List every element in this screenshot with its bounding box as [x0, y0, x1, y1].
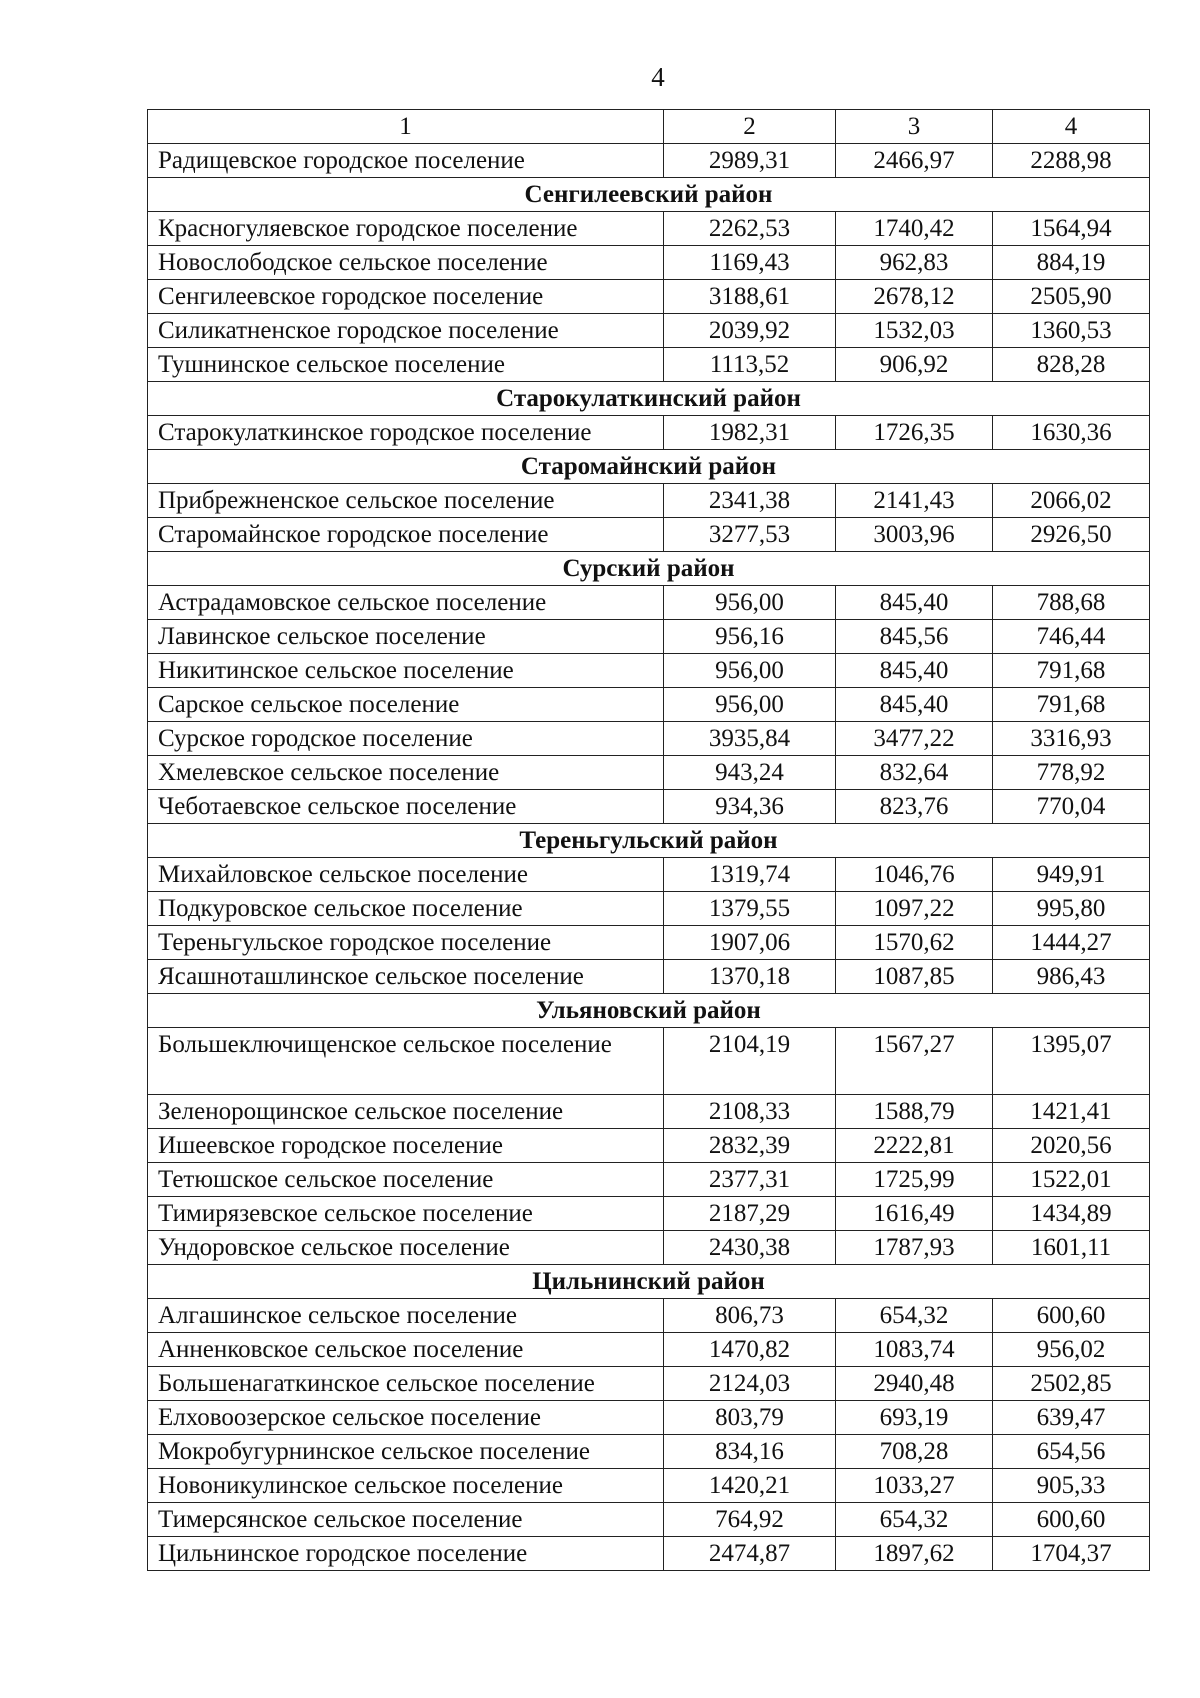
table-row: [148, 926, 1150, 960]
value-col-4: 956,02: [993, 1333, 1150, 1367]
settlement-name: Старокулаткинское городское поселение: [148, 416, 664, 450]
value-col-2: 806,73: [664, 1299, 836, 1333]
value-col-4: 2020,56: [993, 1129, 1150, 1163]
value-col-4: 1421,41: [993, 1095, 1150, 1129]
value-col-3: 1897,62: [836, 1537, 993, 1571]
value-col-3: 1087,85: [836, 960, 993, 994]
table-row: [148, 1197, 1150, 1231]
district-title: Тереньгульский район: [148, 824, 1150, 858]
settlement-name: Тетюшское сельское поселение: [148, 1163, 664, 1197]
value-col-4: 949,91: [993, 858, 1150, 892]
value-col-3: 1532,03: [836, 314, 993, 348]
value-col-2: 764,92: [664, 1503, 836, 1537]
value-col-3: 1570,62: [836, 926, 993, 960]
table-row: [148, 1435, 1150, 1469]
value-col-2: 956,00: [664, 654, 836, 688]
table-row: [148, 246, 1150, 280]
value-col-2: 1319,74: [664, 858, 836, 892]
settlement-name: Никитинское сельское поселение: [148, 654, 664, 688]
table-row: [148, 620, 1150, 654]
table-row: [148, 212, 1150, 246]
table-row: [148, 1401, 1150, 1435]
value-col-2: 2124,03: [664, 1367, 836, 1401]
settlement-name: Силикатненское городское поселение: [148, 314, 664, 348]
table-row: [148, 858, 1150, 892]
settlement-name: Мокробугурнинское сельское поселение: [148, 1435, 664, 1469]
value-col-4: 600,60: [993, 1503, 1150, 1537]
settlement-name: Тимерсянское сельское поселение: [148, 1503, 664, 1537]
settlement-name: Старомайнское городское поселение: [148, 518, 664, 552]
value-col-2: 1379,55: [664, 892, 836, 926]
table-row: [148, 892, 1150, 926]
settlement-name: Михайловское сельское поселение: [148, 858, 664, 892]
value-col-3: 845,40: [836, 586, 993, 620]
value-col-2: 1169,43: [664, 246, 836, 280]
value-col-3: 1787,93: [836, 1231, 993, 1265]
value-col-4: 828,28: [993, 348, 1150, 382]
district-title: Сурский район: [148, 552, 1150, 586]
column-header-2: 2: [664, 110, 836, 144]
district-title: Ульяновский район: [148, 994, 1150, 1028]
table-row: [148, 1299, 1150, 1333]
value-col-2: 1982,31: [664, 416, 836, 450]
value-col-3: 1567,27: [836, 1028, 993, 1095]
table-row: [148, 484, 1150, 518]
table-row: [148, 1537, 1150, 1571]
value-col-4: 770,04: [993, 790, 1150, 824]
value-col-2: 2474,87: [664, 1537, 836, 1571]
column-header-3: 3: [836, 110, 993, 144]
settlement-name: Ундоровское сельское поселение: [148, 1231, 664, 1265]
settlement-name: Красногуляевское городское поселение: [148, 212, 664, 246]
value-col-4: 791,68: [993, 654, 1150, 688]
district-header-row: [148, 1265, 1150, 1299]
value-col-4: 600,60: [993, 1299, 1150, 1333]
settlement-name: Зеленорощинское сельское поселение: [148, 1095, 664, 1129]
value-col-2: 2341,38: [664, 484, 836, 518]
value-col-2: 1907,06: [664, 926, 836, 960]
value-col-2: 1113,52: [664, 348, 836, 382]
value-col-3: 1033,27: [836, 1469, 993, 1503]
table-row: [148, 688, 1150, 722]
value-col-3: 906,92: [836, 348, 993, 382]
value-col-2: 3188,61: [664, 280, 836, 314]
district-title: Сенгилеевский район: [148, 178, 1150, 212]
value-col-2: 2989,31: [664, 144, 836, 178]
table-row: [148, 790, 1150, 824]
value-col-4: 2288,98: [993, 144, 1150, 178]
settlement-name: Сенгилеевское городское поселение: [148, 280, 664, 314]
settlement-name: Тереньгульское городское поселение: [148, 926, 664, 960]
table-row: [148, 1095, 1150, 1129]
value-col-2: 934,36: [664, 790, 836, 824]
value-col-3: 1616,49: [836, 1197, 993, 1231]
table-row: [148, 144, 1150, 178]
value-col-2: 1370,18: [664, 960, 836, 994]
settlement-name: Подкуровское сельское поселение: [148, 892, 664, 926]
value-col-3: 832,64: [836, 756, 993, 790]
value-col-4: 1601,11: [993, 1231, 1150, 1265]
settlement-name: Большеключищенское сельское поселение: [148, 1028, 664, 1095]
table-row: [148, 1503, 1150, 1537]
value-col-3: 845,56: [836, 620, 993, 654]
value-col-2: 1470,82: [664, 1333, 836, 1367]
value-col-4: 1522,01: [993, 1163, 1150, 1197]
table-row: [148, 654, 1150, 688]
page-number: 4: [651, 62, 665, 92]
value-col-3: 845,40: [836, 654, 993, 688]
settlement-name: Прибрежненское сельское поселение: [148, 484, 664, 518]
district-header-row: [148, 994, 1150, 1028]
settlement-name: Тимирязевское сельское поселение: [148, 1197, 664, 1231]
value-col-3: 1046,76: [836, 858, 993, 892]
settlement-name: Цильнинское городское поселение: [148, 1537, 664, 1571]
value-col-3: 962,83: [836, 246, 993, 280]
value-col-3: 3003,96: [836, 518, 993, 552]
value-col-4: 2066,02: [993, 484, 1150, 518]
column-header-row: [148, 110, 1150, 144]
settlement-name: Ишеевское городское поселение: [148, 1129, 664, 1163]
value-col-4: 905,33: [993, 1469, 1150, 1503]
value-col-2: 2832,39: [664, 1129, 836, 1163]
table-row: [148, 314, 1150, 348]
column-header-4: 4: [993, 110, 1150, 144]
table-row: [148, 586, 1150, 620]
value-col-3: 2466,97: [836, 144, 993, 178]
value-col-3: 3477,22: [836, 722, 993, 756]
value-col-3: 1097,22: [836, 892, 993, 926]
settlement-name: Чеботаевское сельское поселение: [148, 790, 664, 824]
value-col-2: 3935,84: [664, 722, 836, 756]
settlement-name: Хмелевское сельское поселение: [148, 756, 664, 790]
value-col-4: 778,92: [993, 756, 1150, 790]
settlement-name: Радищевское городское поселение: [148, 144, 664, 178]
value-col-4: 2505,90: [993, 280, 1150, 314]
table-row: [148, 756, 1150, 790]
value-col-3: 1083,74: [836, 1333, 993, 1367]
value-col-3: 708,28: [836, 1435, 993, 1469]
value-col-4: 1444,27: [993, 926, 1150, 960]
table-row: [148, 1333, 1150, 1367]
district-title: Старомайнский район: [148, 450, 1150, 484]
settlement-name: Елховоозерское сельское поселение: [148, 1401, 664, 1435]
table-row: [148, 1231, 1150, 1265]
settlement-name: Лавинское сельское поселение: [148, 620, 664, 654]
value-col-2: 2262,53: [664, 212, 836, 246]
table-row: [148, 1163, 1150, 1197]
value-col-4: 791,68: [993, 688, 1150, 722]
settlement-name: Ясашноташлинское сельское поселение: [148, 960, 664, 994]
district-header-row: [148, 552, 1150, 586]
value-col-3: 1740,42: [836, 212, 993, 246]
settlement-name: Сарское сельское поселение: [148, 688, 664, 722]
value-col-3: 1588,79: [836, 1095, 993, 1129]
value-col-3: 2940,48: [836, 1367, 993, 1401]
district-header-row: [148, 382, 1150, 416]
table-row: [148, 1028, 1150, 1095]
table-row: [148, 722, 1150, 756]
value-col-3: 2678,12: [836, 280, 993, 314]
value-col-4: 788,68: [993, 586, 1150, 620]
table-row: [148, 348, 1150, 382]
value-col-4: 986,43: [993, 960, 1150, 994]
value-col-2: 2187,29: [664, 1197, 836, 1231]
value-col-2: 2430,38: [664, 1231, 836, 1265]
table-row: [148, 1129, 1150, 1163]
value-col-2: 834,16: [664, 1435, 836, 1469]
column-header-1: 1: [148, 110, 664, 144]
value-col-3: 845,40: [836, 688, 993, 722]
value-col-4: 1630,36: [993, 416, 1150, 450]
value-col-4: 1395,07: [993, 1028, 1150, 1095]
value-col-2: 803,79: [664, 1401, 836, 1435]
value-col-2: 2039,92: [664, 314, 836, 348]
settlement-name: Сурское городское поселение: [148, 722, 664, 756]
district-header-row: [148, 450, 1150, 484]
district-header-row: [148, 824, 1150, 858]
value-col-4: 884,19: [993, 246, 1150, 280]
value-col-2: 2104,19: [664, 1028, 836, 1095]
table-row: [148, 960, 1150, 994]
value-col-3: 654,32: [836, 1299, 993, 1333]
value-col-3: 2222,81: [836, 1129, 993, 1163]
settlements-table: [147, 109, 1150, 1571]
value-col-4: 2926,50: [993, 518, 1150, 552]
value-col-3: 823,76: [836, 790, 993, 824]
settlement-name: Анненковское сельское поселение: [148, 1333, 664, 1367]
value-col-2: 956,00: [664, 586, 836, 620]
value-col-2: 3277,53: [664, 518, 836, 552]
table-row: [148, 416, 1150, 450]
value-col-2: 2377,31: [664, 1163, 836, 1197]
value-col-3: 2141,43: [836, 484, 993, 518]
value-col-4: 3316,93: [993, 722, 1150, 756]
table-row: [148, 1469, 1150, 1503]
district-header-row: [148, 178, 1150, 212]
value-col-4: 1360,53: [993, 314, 1150, 348]
value-col-2: 956,00: [664, 688, 836, 722]
value-col-3: 1726,35: [836, 416, 993, 450]
settlement-name: Большенагаткинское сельское поселение: [148, 1367, 664, 1401]
table-row: [148, 518, 1150, 552]
value-col-4: 1434,89: [993, 1197, 1150, 1231]
settlement-name: Астрадамовское сельское поселение: [148, 586, 664, 620]
table-row: [148, 1367, 1150, 1401]
settlement-name: Новоникулинское сельское поселение: [148, 1469, 664, 1503]
value-col-4: 2502,85: [993, 1367, 1150, 1401]
value-col-3: 693,19: [836, 1401, 993, 1435]
settlement-name: Тушнинское сельское поселение: [148, 348, 664, 382]
value-col-4: 639,47: [993, 1401, 1150, 1435]
settlement-name: Новослободское сельское поселение: [148, 246, 664, 280]
value-col-2: 943,24: [664, 756, 836, 790]
value-col-3: 1725,99: [836, 1163, 993, 1197]
value-col-4: 746,44: [993, 620, 1150, 654]
value-col-4: 1564,94: [993, 212, 1150, 246]
value-col-2: 956,16: [664, 620, 836, 654]
value-col-4: 1704,37: [993, 1537, 1150, 1571]
district-title: Старокулаткинский район: [148, 382, 1150, 416]
table-row: [148, 280, 1150, 314]
value-col-2: 1420,21: [664, 1469, 836, 1503]
settlement-name: Алгашинское сельское поселение: [148, 1299, 664, 1333]
value-col-2: 2108,33: [664, 1095, 836, 1129]
table-body: [148, 110, 1150, 1571]
value-col-4: 654,56: [993, 1435, 1150, 1469]
district-title: Цильнинский район: [148, 1265, 1150, 1299]
value-col-4: 995,80: [993, 892, 1150, 926]
value-col-3: 654,32: [836, 1503, 993, 1537]
